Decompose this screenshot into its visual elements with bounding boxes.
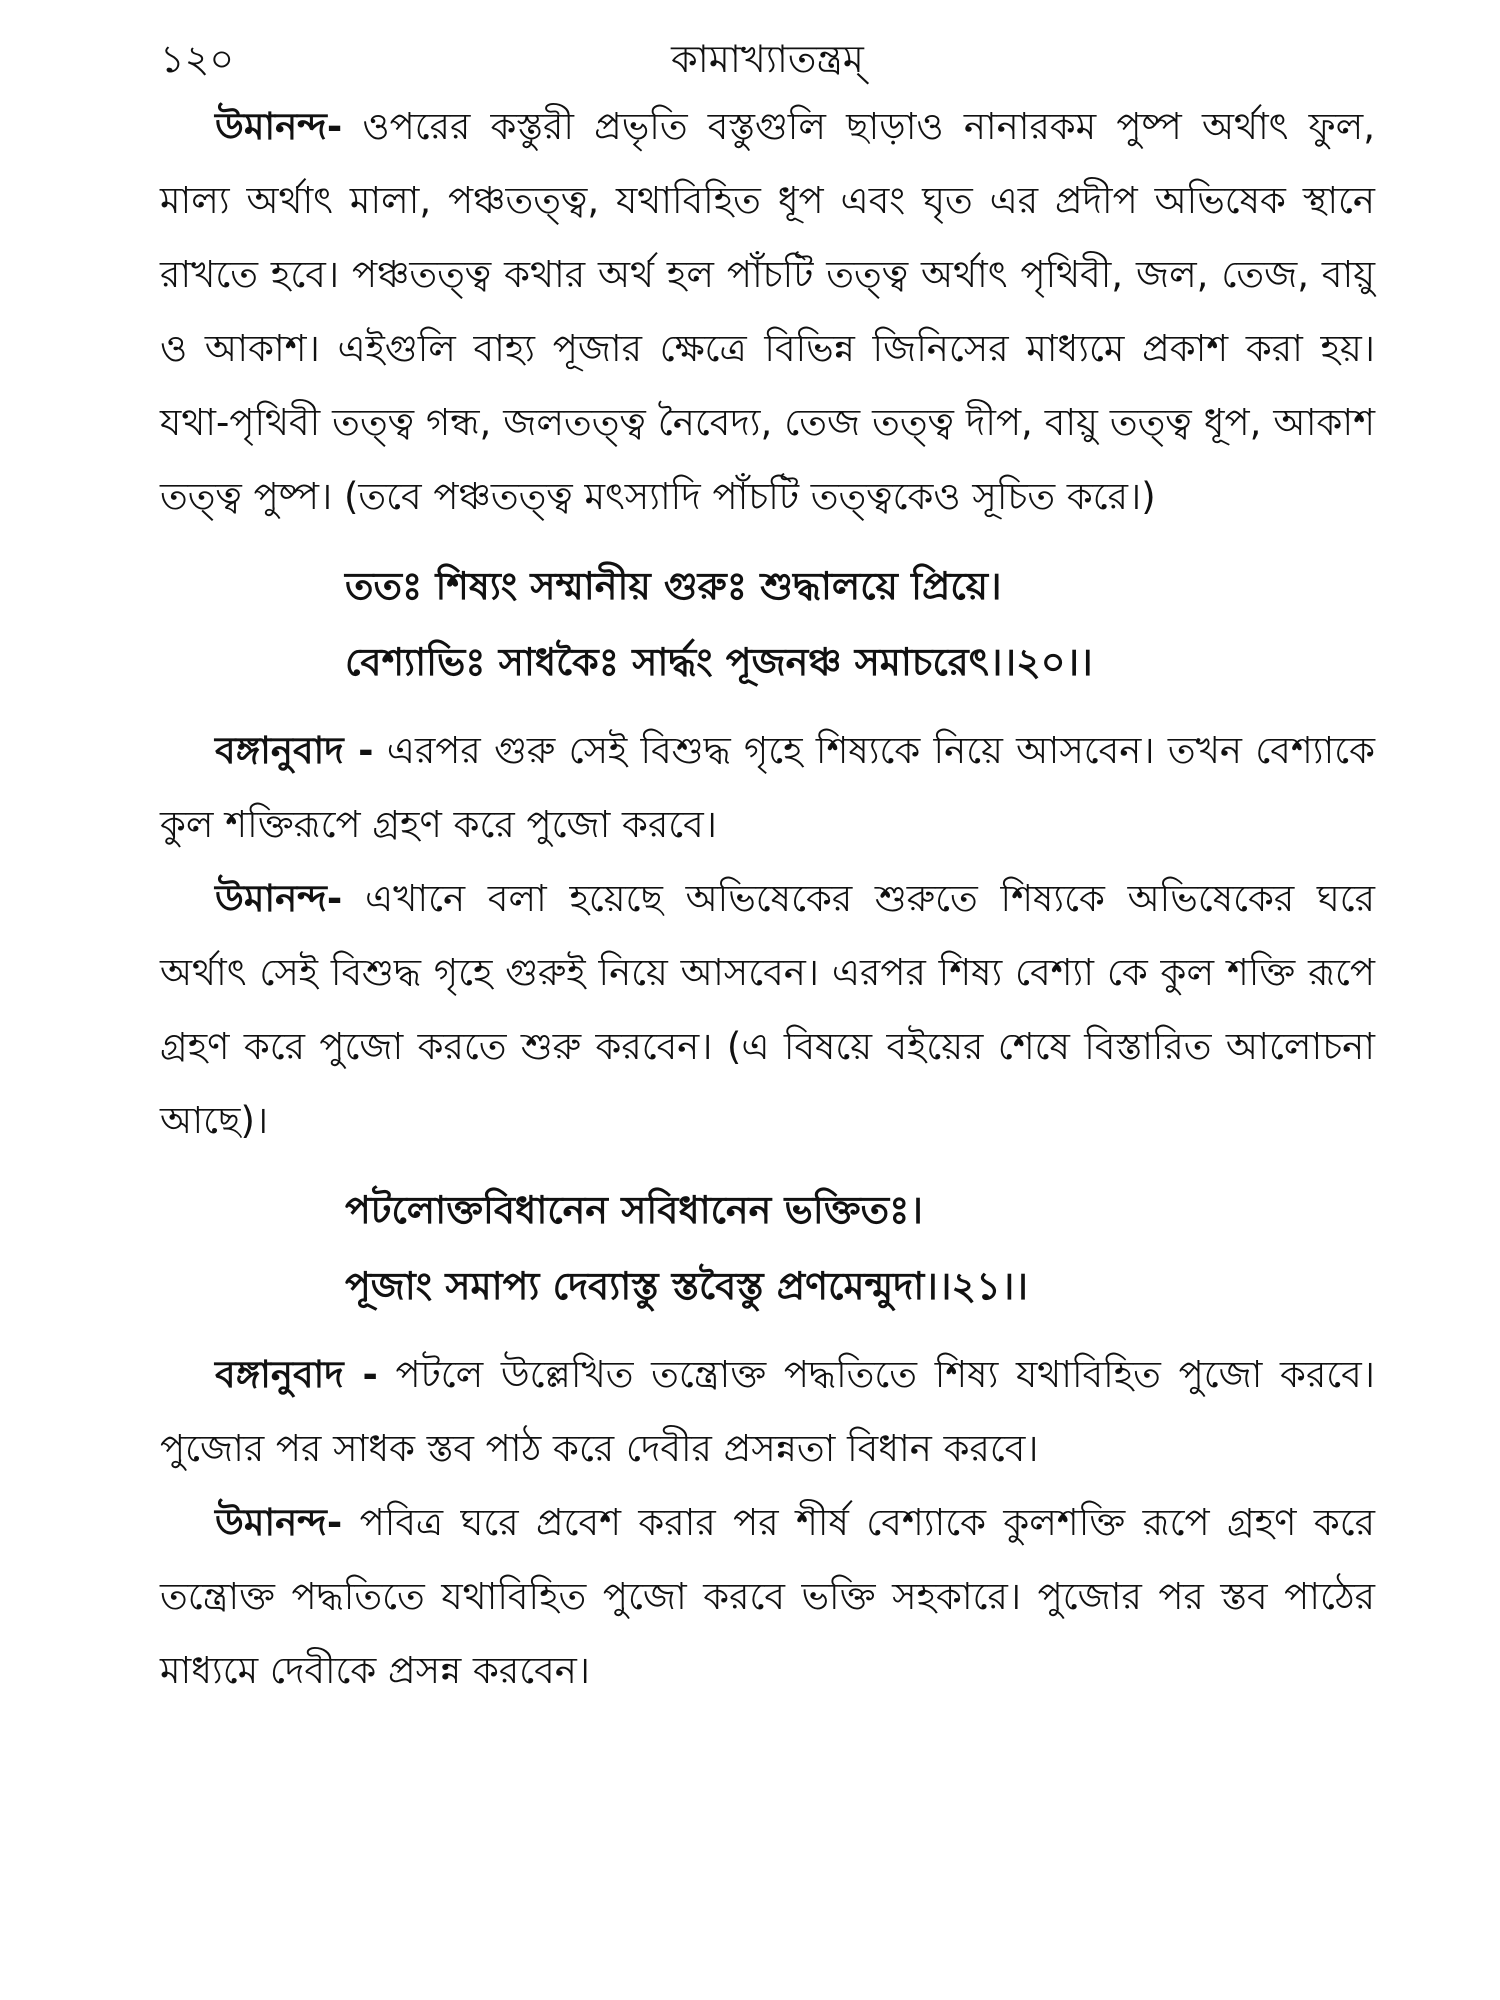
verse-line: বেশ্যাভিঃ সাধকৈঃ সার্দ্ধং পূজনঞ্চ সমাচরেৎ।।২০।। — [345, 640, 1093, 684]
verse-line: পূজাং সমাপ্য দেব্যাস্তু স্তবৈস্তু প্রণমেন্মুদা।।২১।। — [345, 1264, 1028, 1308]
translation-paragraph-2 — [160, 1338, 1375, 1486]
commentary-label: উমানন্দ- — [215, 105, 343, 148]
translation-text: এরপর গুরু সেই বিশুদ্ধ গৃহে শিষ্যকে নিয়ে আসবেন। তখন বেশ্যাকে কুল শক্তিরূপে গ্রহণ করে পুজো করবে। — [160, 729, 1375, 846]
verse-line: ততঃ শিষ্যং সম্মানীয় গুরুঃ শুদ্ধালয়ে প্রিয়ে। — [345, 564, 1002, 608]
commentary-paragraph-3 — [160, 1486, 1375, 1708]
commentary-paragraph-1 — [160, 90, 1375, 534]
page-header — [160, 20, 1375, 90]
commentary-text: এখানে বলা হয়েছে অভিষেকের শুরুতে শিষ্যকে অভিষেকের ঘরে অর্থাৎ সেই বিশুদ্ধ গৃহে গুরুই নিয়ে আসবেন। এরপর শিষ্য বেশ্যা কে কুল শক্তি রূপে গ্রহণ করে পুজো করতে শুরু করবেন। (এ বিষয়ে বইয়ের শেষে বিস্তারিত আলোচনা আছে)। — [160, 877, 1376, 1142]
commentary-label: উমানন্দ- — [215, 1501, 343, 1544]
commentary-text: ওপরের কস্তুরী প্রভৃতি বস্তুগুলি ছাড়াও নানারকম পুষ্প অর্থাৎ ফুল, মাল্য অর্থাৎ মালা, পঞ্চতত্ত্ব, যথাবিহিত ধূপ এবং ঘৃত এর প্রদীপ অভিষেক স্থানে রাখতে হবে। পঞ্চতত্ত্ব কথার অর্থ হল পাঁচটি তত্ত্ব অর্থাৎ পৃথিবী, জল, তেজ, বায়ু ও আকাশ। এইগুলি বাহ্য পূজার ক্ষেত্রে বিভিন্ন জিনিসের মাধ্যমে প্রকাশ করা হয়। যথা-পৃথিবী তত্ত্ব গন্ধ, জলতত্ত্ব নৈবেদ্য, তেজ তত্ত্ব দীপ, বায়ু তত্ত্ব ধূপ, আকাশ তত্ত্ব পুষ্প। (তবে পঞ্চতত্ত্ব মৎস্যাদি পাঁচটি তত্ত্বকেও সূচিত করে।) — [160, 105, 1375, 518]
translation-paragraph-1 — [160, 714, 1375, 862]
translation-text: পটলে উল্লেখিত তন্ত্রোক্ত পদ্ধতিতে শিষ্য যথাবিহিত পুজো করবে। পুজোর পর সাধক স্তব পাঠ করে দেবীর প্রসন্নতা বিধান করবে। — [160, 1353, 1375, 1470]
verse-20 — [160, 548, 1375, 700]
translation-label: বঙ্গানুবাদ - — [215, 729, 374, 772]
page-number: ১২০ — [160, 37, 235, 81]
verse-line: পটলোক্তবিধানেন সবিধানেন ভক্তিতঃ। — [345, 1188, 923, 1232]
translation-label: বঙ্গানুবাদ - — [215, 1353, 378, 1396]
verse-21 — [160, 1172, 1375, 1324]
book-page — [160, 20, 1375, 1980]
commentary-paragraph-2 — [160, 862, 1375, 1158]
commentary-label: উমানন্দ- — [215, 877, 343, 920]
commentary-text: পবিত্র ঘরে প্রবেশ করার পর শীর্ষ বেশ্যাকে কুলশক্তি রূপে গ্রহণ করে তন্ত্রোক্ত পদ্ধতিতে যথাবিহিত পুজো করবে ভক্তি সহকারে। পুজোর পর স্তব পাঠের মাধ্যমে দেবীকে প্রসন্ন করবেন। — [160, 1501, 1375, 1692]
page-title: কামাখ্যাতন্ত্রম্ — [671, 37, 864, 81]
